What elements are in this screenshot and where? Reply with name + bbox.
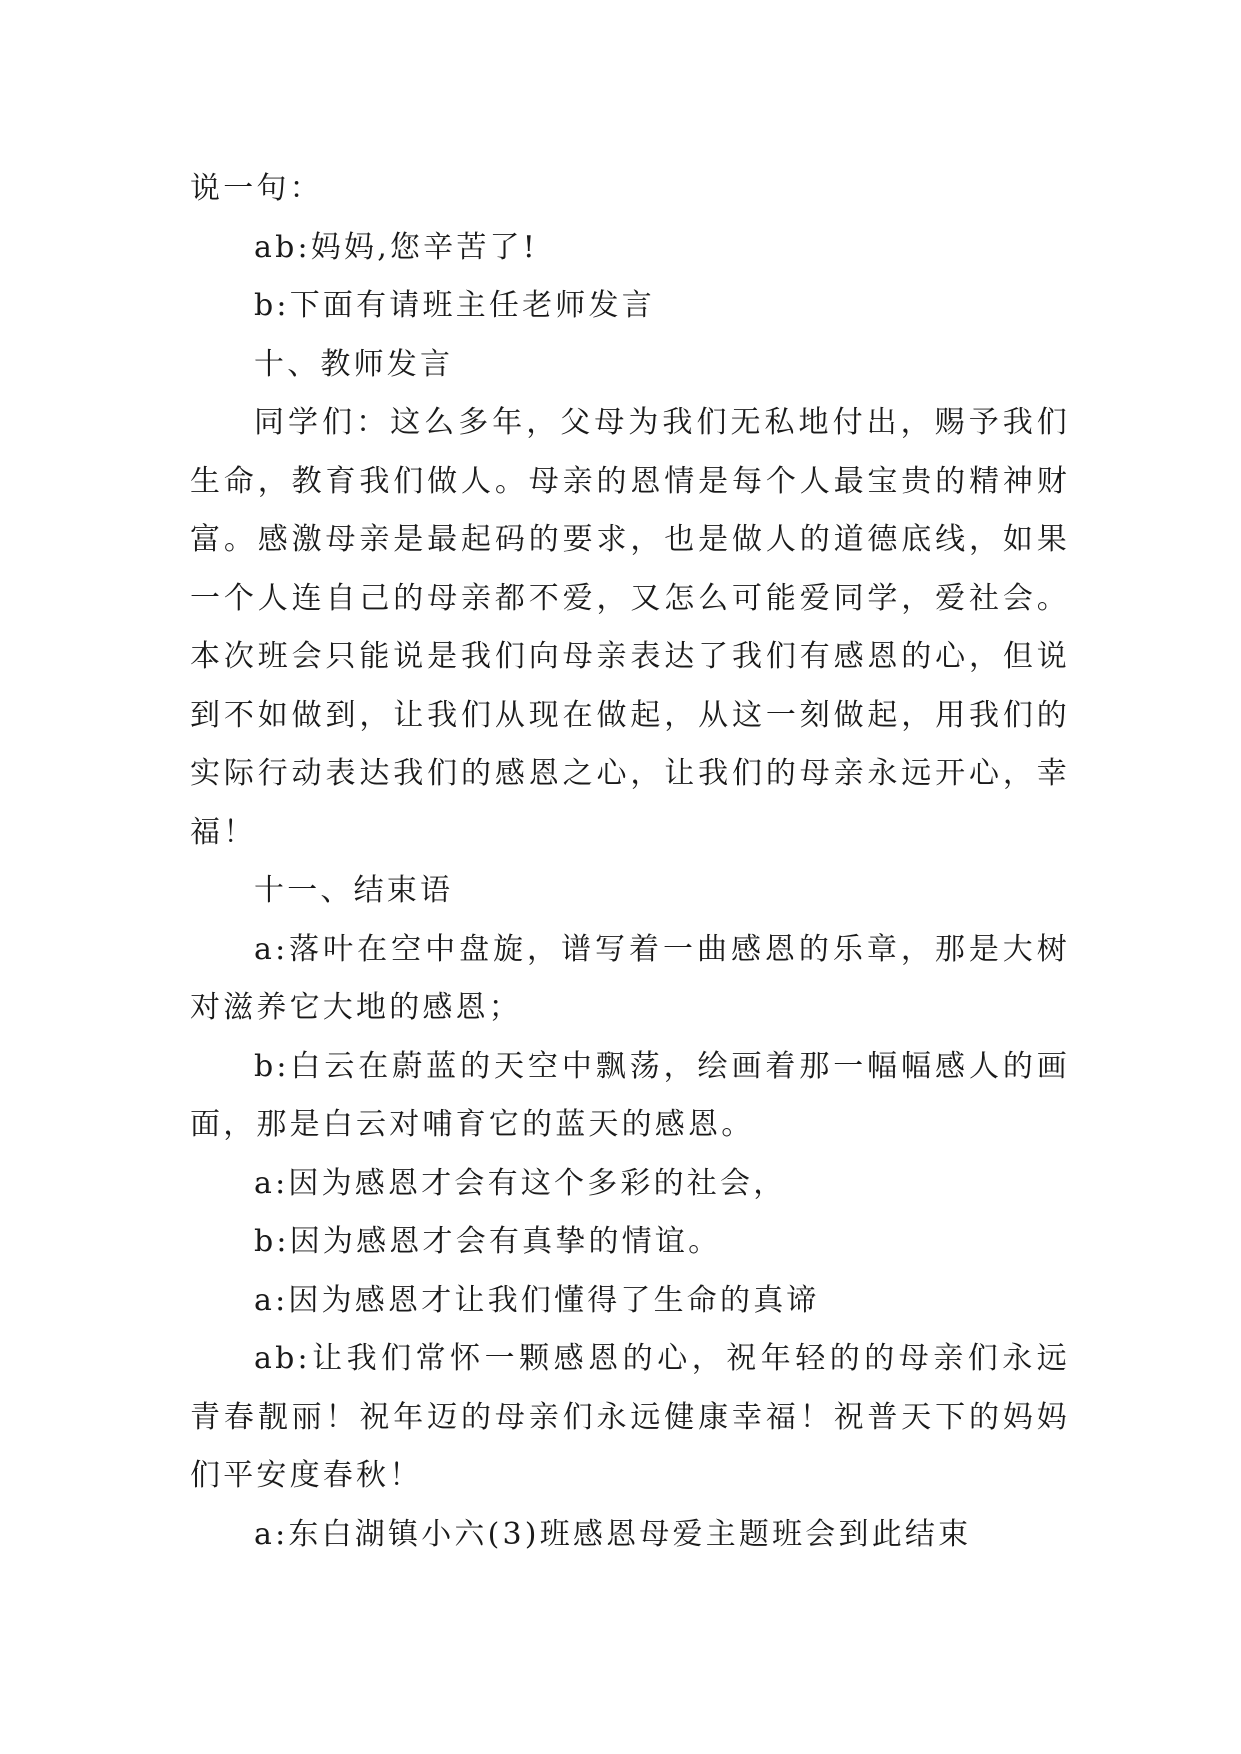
paragraph: a:东白湖镇小六(3)班感恩母爱主题班会到此结束 [254,1516,972,1552]
paragraph: b:因为感恩才会有真挚的情谊。 [254,1224,722,1259]
paragraph: 说一句： [190,171,323,206]
paragraph: a:因为感恩才让我们懂得了生命的真谛 [254,1282,820,1318]
paragraph: a:因为感恩才会有这个多彩的社会， [254,1165,787,1201]
paragraph: a:落叶在空中盘旋，谱写着一曲感恩的乐章，那是大树对滋养它大地的感恩； [190,931,1070,1025]
paragraph: ab:妈妈,您辛苦了! [254,229,538,265]
document-body [190,160,1070,1564]
section-heading: 十、教师发言 [254,346,454,382]
paragraph: 同学们：这么多年，父母为我们无私地付出，赐予我们生命，教育我们做人。母亲的恩情是每个人最宝贵的精神财富。感激母亲是最起码的要求，也是做人的道德底线，如果一个人连自己的母亲都不爱，又怎么可能爱同学，爱社会。本次班会只能说是我们向母亲表达了我们有感恩的心，但说到不如做到，让我们从现在做起，从这一刻做起，用我们的实际行动表达我们的感恩之心，让我们的母亲永远开心，幸福！ [190,405,1070,850]
paragraph: b:下面有请班主任老师发言 [254,288,655,323]
paragraph: ab:让我们常怀一颗感恩的心，祝年轻的的母亲们永远青春靓丽！祝年迈的母亲们永远健康幸福！祝普天下的妈妈们平安度春秋！ [190,1341,1070,1493]
section-heading: 十一、结束语 [254,873,454,908]
paragraph: b:白云在蔚蓝的天空中飘荡，绘画着那一幅幅感人的画面，那是白云对哺育它的蓝天的感恩。 [190,1048,1070,1142]
